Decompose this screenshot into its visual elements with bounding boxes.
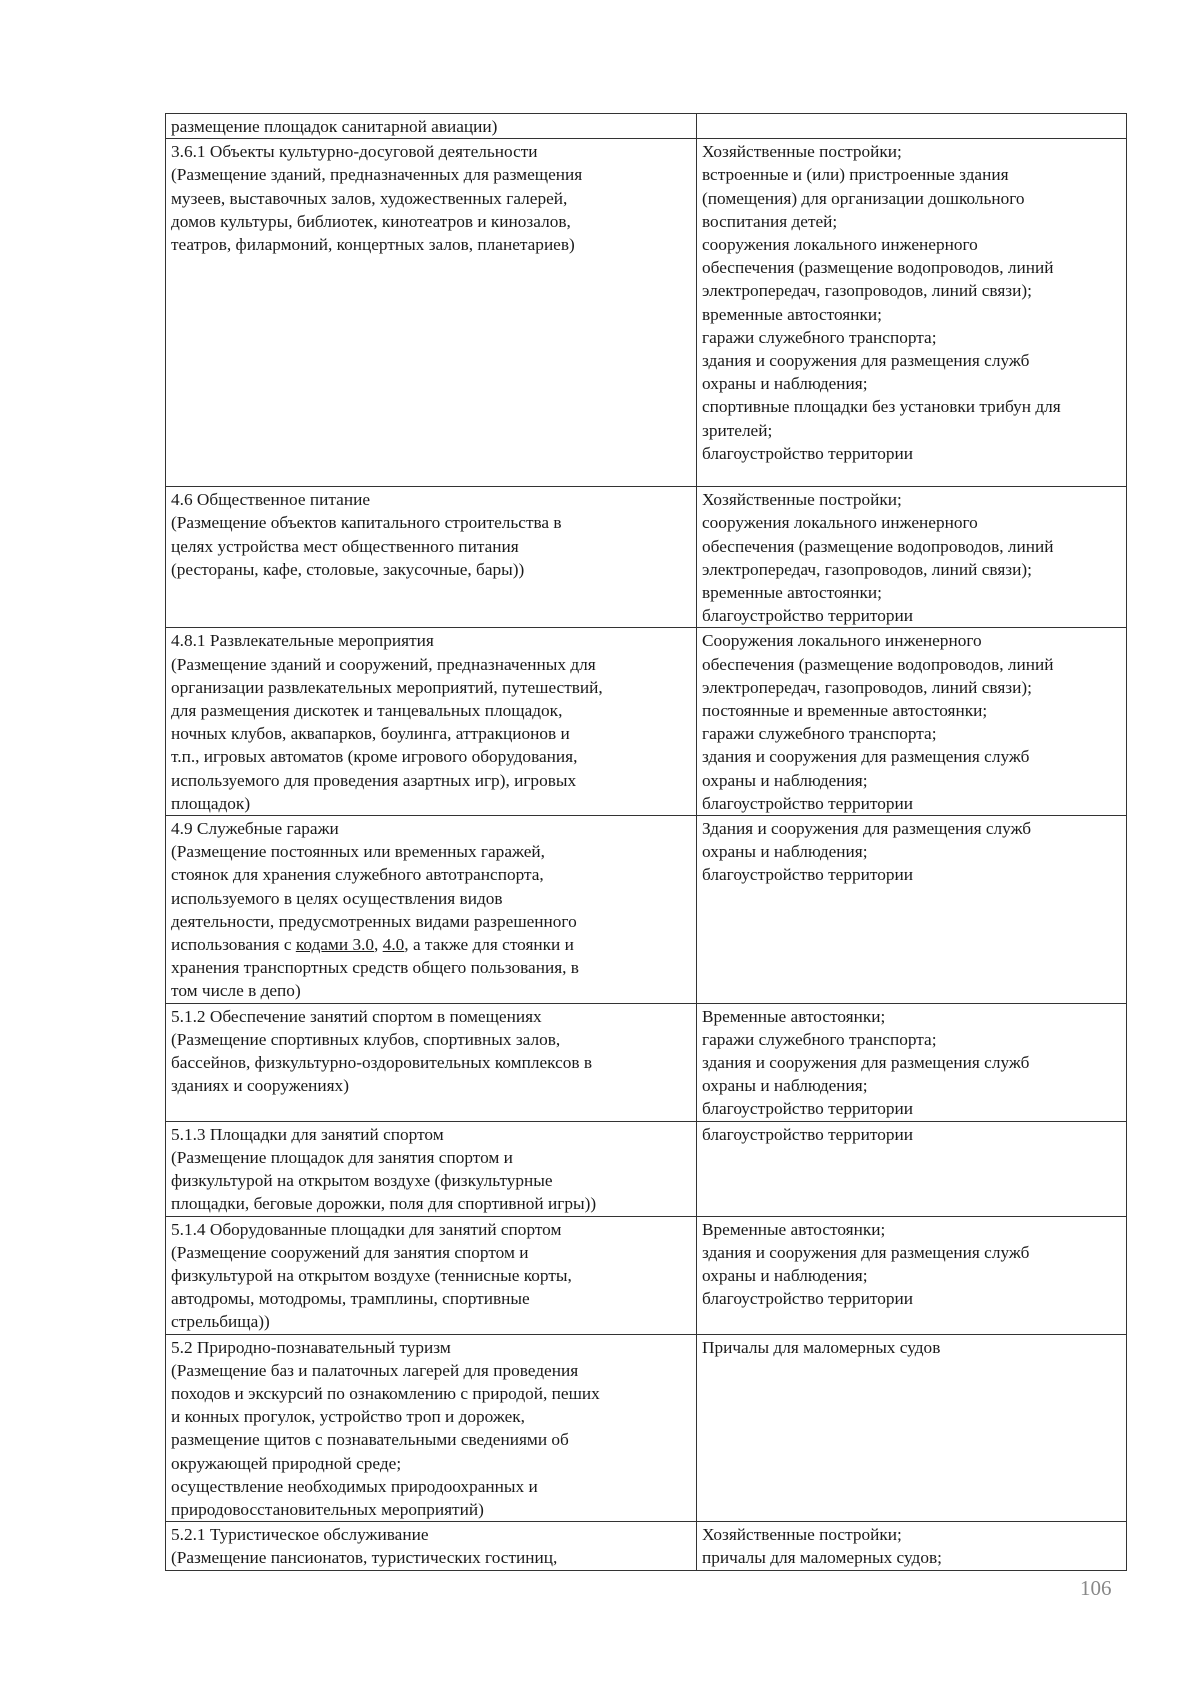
text-line: 5.2.1 Туристическое обслуживание: [171, 1525, 429, 1545]
text-line: постоянные и временные автостоянки;: [702, 701, 988, 721]
text-line: хранения транспортных средств общего пользования, в: [171, 958, 579, 978]
table-row: [166, 1121, 1127, 1216]
auxiliary-use-cell: [697, 1522, 1127, 1570]
use-type-cell: [166, 1121, 697, 1216]
auxiliary-use-cell: [697, 1216, 1127, 1334]
text-line: 5.1.3 Площадки для занятий спортом: [171, 1124, 444, 1144]
auxiliary-use-cell: [697, 816, 1127, 1004]
text-line: воспитания детей;: [702, 211, 838, 231]
text-line: домов культуры, библиотек, кинотеатров и кинозалов,: [171, 211, 571, 231]
text-line: причалы для маломерных судов;: [702, 1548, 942, 1568]
auxiliary-use-cell: [697, 628, 1127, 816]
text-line: стрельбища)): [171, 1312, 270, 1332]
zoning-use-table: [165, 113, 1127, 1571]
text-line: обеспечения (размещение водопроводов, линий: [702, 258, 1054, 278]
table-row: [166, 816, 1127, 1004]
text-line: охраны и наблюдения;: [702, 374, 868, 394]
text-line: площадки, беговые дорожки, поля для спортивной игры)): [171, 1194, 597, 1214]
text-line: т.п., игровых автоматов (кроме игрового оборудования,: [171, 747, 578, 767]
text-line: 5.1.2 Обеспечение занятий спортом в помещениях: [171, 1006, 542, 1026]
table-row: [166, 1003, 1127, 1121]
auxiliary-use-cell: [697, 487, 1127, 628]
use-type-cell: [166, 1522, 697, 1570]
text-line: благоустройство территории: [702, 793, 913, 813]
text-line: благоустройство территории: [702, 1289, 913, 1309]
auxiliary-use-cell: [697, 114, 1127, 139]
use-type-cell: [166, 816, 697, 1004]
text-line: размещение щитов с познавательными сведениями об: [171, 1430, 569, 1450]
use-type-cell: [166, 114, 697, 139]
text-line: Хозяйственные постройки;: [702, 490, 902, 510]
code-link[interactable]: кодами 3.0: [295, 935, 375, 955]
text-line: охраны и наблюдения;: [702, 770, 868, 790]
text-line: 4.9 Служебные гаражи: [171, 819, 339, 839]
text-line: электропередач, газопроводов, линий связи);: [702, 559, 1032, 579]
use-type-cell: [166, 1003, 697, 1121]
table-row: [166, 1522, 1127, 1570]
text-line: (Размещение зданий, предназначенных для размещения: [171, 165, 583, 185]
table-row: [166, 139, 1127, 487]
text-line-with-links: [171, 933, 691, 956]
text-line: обеспечения (размещение водопроводов, линий: [702, 654, 1054, 674]
text-line: походов и экскурсий по ознакомлению с природой, пеших: [171, 1383, 600, 1403]
text-line: зданиях и сооружениях): [171, 1076, 349, 1096]
text-line: (Размещение спортивных клубов, спортивных залов,: [171, 1029, 561, 1049]
text-line: благоустройство территории: [702, 443, 913, 463]
text-line: (Размещение площадок для занятия спортом и: [171, 1147, 513, 1167]
text-line: здания и сооружения для размещения служб: [702, 1242, 1030, 1262]
text-line: электропередач, газопроводов, линий связи);: [702, 677, 1032, 697]
text-line: гаражи служебного транспорта;: [702, 1029, 937, 1049]
text-line: сооружения локального инженерного: [702, 513, 978, 533]
text-line: благоустройство территории: [702, 606, 913, 626]
text-line: гаражи служебного транспорта;: [702, 724, 937, 744]
table-row: [166, 114, 1127, 139]
auxiliary-use-cell: [697, 1121, 1127, 1216]
text-line: сооружения локального инженерного: [702, 235, 978, 255]
text-line: гаражи служебного транспорта;: [702, 327, 937, 347]
text-line: охраны и наблюдения;: [702, 842, 868, 862]
text-line: ночных клубов, аквапарков, боулинга, аттракционов и: [171, 724, 570, 744]
text-line: (помещения) для организации дошкольного: [702, 188, 1025, 208]
page-number: 106: [1080, 1576, 1112, 1600]
table-row: [166, 628, 1127, 816]
text-line: 5.2 Природно-познавательный туризм: [171, 1337, 451, 1357]
text-line: 5.1.4 Оборудованные площадки для занятий спортом: [171, 1219, 562, 1239]
use-type-cell: [166, 487, 697, 628]
text-line: (Размещение пансионатов, туристических гостиниц,: [171, 1548, 558, 1568]
code-link[interactable]: 4.0: [382, 935, 405, 955]
text-line: (Размещение сооружений для занятия спортом и: [171, 1242, 529, 1262]
text-fragment: ,: [374, 935, 383, 955]
text-line: организации развлекательных мероприятий, путешествий,: [171, 677, 603, 697]
text-line: и конных прогулок, устройство троп и дорожек,: [171, 1407, 525, 1427]
text-line: используемого в целях осуществления видов: [171, 888, 503, 908]
text-line: (Размещение зданий и сооружений, предназначенных для: [171, 654, 596, 674]
text-line: (Размещение объектов капитального строительства в: [171, 513, 562, 533]
text-line: электропередач, газопроводов, линий связи);: [702, 281, 1032, 301]
text-line: (Размещение постоянных или временных гаражей,: [171, 842, 545, 862]
use-type-cell: [166, 139, 697, 487]
text-line: физкультурой на открытом воздухе (теннисные корты,: [171, 1265, 572, 1285]
text-line: природовосстановительных мероприятий): [171, 1499, 484, 1519]
text-line: спортивные площадки без установки трибун для: [702, 397, 1061, 417]
auxiliary-use-cell: [697, 139, 1127, 487]
text-line: (Размещение баз и палаточных лагерей для проведения: [171, 1360, 579, 1380]
auxiliary-use-cell: [697, 1334, 1127, 1522]
text-line: деятельности, предусмотренных видами разрешенного: [171, 911, 577, 931]
text-line: Здания и сооружения для размещения служб: [702, 819, 1032, 839]
text-line: временные автостоянки;: [702, 304, 882, 324]
text-line: стоянок для хранения служебного автотранспорта,: [171, 865, 544, 885]
text-line: для размещения дискотек и танцевальных площадок,: [171, 701, 563, 721]
text-line: площадок): [171, 793, 251, 813]
text-line: Временные автостоянки;: [702, 1006, 886, 1026]
text-line: 4.8.1 Развлекательные мероприятия: [171, 631, 434, 651]
text-line: физкультурой на открытом воздухе (физкультурные: [171, 1171, 553, 1191]
text-line: музеев, выставочных залов, художественных галерей,: [171, 188, 568, 208]
text-line: охраны и наблюдения;: [702, 1076, 868, 1096]
text-line: Временные автостоянки;: [702, 1219, 886, 1239]
text-line: обеспечения (размещение водопроводов, линий: [702, 536, 1054, 556]
text-line: том числе в депо): [171, 981, 301, 1001]
text-line: бассейнов, физкультурно-оздоровительных комплексов в: [171, 1053, 593, 1073]
text-line: встроенные и (или) пристроенные здания: [702, 165, 1009, 185]
text-line: целях устройства мест общественного питания: [171, 536, 519, 556]
text-line: благоустройство территории: [702, 865, 913, 885]
text-line: здания и сооружения для размещения служб: [702, 747, 1030, 767]
text-fragment: , а также для стоянки и: [404, 935, 574, 955]
text-line: Хозяйственные постройки;: [702, 1525, 902, 1545]
use-type-cell: [166, 1334, 697, 1522]
text-line: (рестораны, кафе, столовые, закусочные, бары)): [171, 559, 525, 579]
text-line: автодромы, мотодромы, трамплины, спортивные: [171, 1289, 530, 1309]
text-line: театров, филармоний, концертных залов, планетариев): [171, 235, 575, 255]
text-line: используемого для проведения азартных игр), игровых: [171, 770, 577, 790]
text-line: окружающей природной среде;: [171, 1453, 402, 1473]
text-line: благоустройство территории: [702, 1099, 913, 1119]
text-line: осуществление необходимых природоохранных и: [171, 1476, 538, 1496]
text-fragment: использования с: [171, 935, 296, 955]
text-line: 4.6 Общественное питание: [171, 490, 370, 510]
text-line: охраны и наблюдения;: [702, 1265, 868, 1285]
text-line: здания и сооружения для размещения служб: [702, 351, 1030, 371]
use-type-cell: [166, 628, 697, 816]
table-row: [166, 1216, 1127, 1334]
use-type-cell: [166, 1216, 697, 1334]
text-line: Сооружения локального инженерного: [702, 631, 982, 651]
text-line: временные автостоянки;: [702, 583, 882, 603]
table-row: [166, 487, 1127, 628]
text-line: размещение площадок санитарной авиации): [171, 117, 498, 136]
text-line: Причалы для маломерных судов: [702, 1337, 941, 1357]
text-line: благоустройство территории: [702, 1124, 913, 1144]
text-line: Хозяйственные постройки;: [702, 142, 902, 162]
text-line: зрителей;: [702, 420, 773, 440]
text-line: 3.6.1 Объекты культурно-досуговой деятельности: [171, 142, 538, 162]
table-row: [166, 1334, 1127, 1522]
text-line: здания и сооружения для размещения служб: [702, 1053, 1030, 1073]
auxiliary-use-cell: [697, 1003, 1127, 1121]
